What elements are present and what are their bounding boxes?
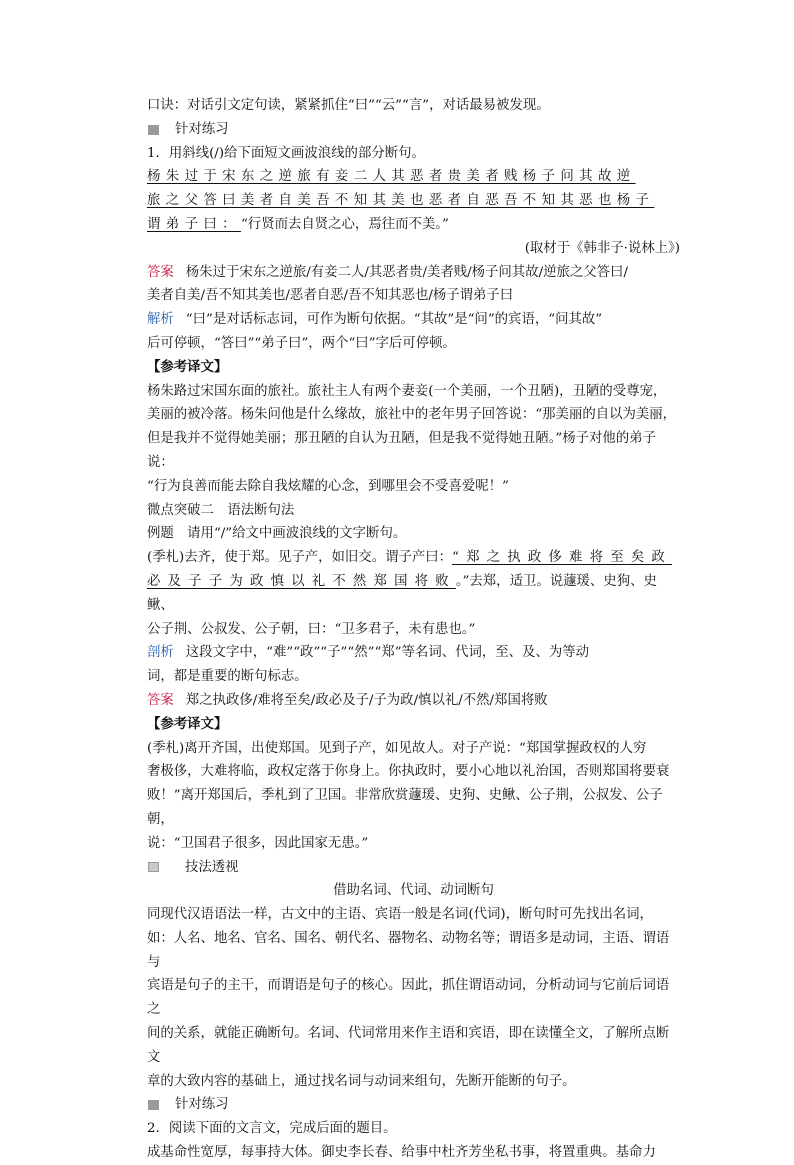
technique-line-5: 章的大致内容的基础上，通过找名词与动词来组句，先断开能断的句子。 (147, 1073, 576, 1089)
translation-1-line-3: 但是我并不觉得她美丽；那丑陋的自认为丑陋，但是我不觉得她丑陋。”杨子对他的弟子说： (147, 431, 656, 470)
translation-1-line-4: “行为良善而能去除自我炫耀的心念，到哪里会不受喜爱呢！” (147, 478, 509, 494)
micro-breakthrough-heading: 微点突破二 语法断句法 (147, 502, 295, 518)
reference-translation-heading-1: 【参考译文】 (147, 358, 228, 375)
technique-line-4: 间的关系，就能正确断句。名词、代词常用来作主语和宾语，即在读懂全文，了解所点断文 (147, 1026, 670, 1065)
answer-2: 答案 郑之执政侈/难将至矣/政必及子/子为政/慎以礼/不然/郑国将败 (147, 692, 548, 708)
translation-2-line-2: 奢极侈，大难将临，政权定落于你身上。你执政时，要小心地以礼治国，否则郑国将要衰 (147, 764, 670, 780)
technique-line-1: 同现代汉语语法一样，古文中的主语、宾语一般是名词(代词)，断句时可先找出名词， (147, 907, 653, 923)
analysis-label: 解析 (147, 312, 174, 328)
translation-1-line-1: 杨朱路过宋国东面的旅社。旅社主人有两个妻妾(一个美丽，一个丑陋)，丑陋的受尊宠， (147, 383, 667, 399)
question-1: 1．用斜线(/)给下面短文画波浪线的部分断句。 (147, 145, 425, 161)
square-bullet-icon (148, 125, 159, 135)
wavy-passage-line-1: 杨朱过于宋东之逆旅有妾二人其恶者贵美者贱杨子问其故逆 (147, 169, 636, 185)
technique-line-3: 宾语是句子的主干，而谓语是句子的核心。因此，抓住谓语动词，分析动词与它前后词语之 (147, 978, 670, 1018)
technique-line-2: 如：人名、地名、官名、国名、朝代名、器物名、动物名等；谓语多是动词，主语、谓语与 (147, 930, 670, 970)
wavy-example-line-1: “郑之执政侈难将至矣政 (452, 550, 672, 566)
question-2-passage-line-1: 成基命性宽厚，每事持大体。御史李长春、给事中杜齐芳坐私书事，将置重典。基命力 (147, 1145, 656, 1161)
square-bullet-icon (148, 1100, 159, 1110)
example-passage-line-3: 公子荆、公叔发、公子朝，曰：“卫多君子，未有患也。” (147, 621, 476, 637)
translation-2-line-4: 说：“卫国君子很多，因此国家无患。” (147, 835, 369, 851)
wavy-passage-line-3: 谓弟子曰： (147, 216, 241, 232)
example-question: 例题 请用“/”给文中画波浪线的文字断句。 (147, 526, 407, 542)
example-passage-line-1: (季札)去齐，使于郑。见子产，如旧交。谓子产曰：“郑之执政侈难将至矣政 (147, 550, 672, 566)
dissection-label: 剖析 (147, 645, 174, 661)
analysis-1-cont: 后可停顿，“答曰”“弟子曰”，两个“曰”字后可停顿。 (147, 335, 456, 351)
mnemonic-line: 口诀：对话引文定句读，紧紧抓住“曰”“云”“言”，对话最易被发现。 (147, 98, 550, 113)
answer-label: 答案 (147, 264, 174, 280)
section-heading-technique: 技法透视 (147, 856, 680, 880)
answer-label-2: 答案 (147, 692, 174, 708)
analysis-1: 解析 “曰”是对话标志词，可作为断句依据。“其故”是“问”的宾语，“问其故” (147, 312, 603, 328)
document-page (147, 94, 680, 1165)
example-passage-line-2: 必及子子为政慎以礼不然郑国将败。”去郑，适卫。说蘧瑗、史狗、史鳅、 (147, 573, 657, 613)
wavy-example-line-2: 必及子子为政慎以礼不然郑国将败 (147, 573, 456, 589)
answer-1: 答案 杨朱过于宋东之逆旅/有妾二人/其恶者贵/美者贱/杨子问其故/逆旅之父答曰/ (147, 264, 628, 280)
reference-translation-heading-2: 【参考译文】 (147, 715, 228, 732)
translation-1-line-2: 美丽的被冷落。杨朱问他是什么缘故，旅社中的老年男子回答说：“那美丽的自以为美丽， (147, 407, 677, 423)
technique-title: 借助名词、代词、动词断句 (333, 883, 494, 899)
translation-2-line-3: 败！”离开郑国后，季札到了卫国。非常欣赏蘧瑗、史狗、史鳅、公子荆，公叔发、公子朝， (147, 788, 663, 827)
wavy-passage-line-2: 旅之父答曰美者自美吾不知其美也恶者自恶吾不知其恶也杨子 (147, 193, 655, 209)
passage-line-3 (147, 213, 680, 237)
analysis-2-cont: 词，都是重要的断句标志。 (147, 669, 308, 685)
quote-text: “行贤而去自贤之心，焉往而不美。” (240, 216, 449, 232)
source-citation: (取材于《韩非子·说林上》) (524, 240, 680, 256)
section-heading-practice-2: 针对练习 (147, 1093, 680, 1117)
square-bullet-icon (148, 862, 159, 872)
translation-2-line-1: (季札)离开齐国，出使郑国。见到子产，如见故人。对子产说：“郑国掌握政权的人穷 (147, 740, 647, 756)
analysis-2: 剖析 这段文字中，“难”“政”“子”“然”“郑”等名词、代词，至、及、为等动 (147, 645, 590, 661)
question-2: 2．阅读下面的文言文，完成后面的题目。 (147, 1121, 397, 1137)
section-heading-practice: 针对练习 (147, 118, 680, 142)
answer-1-cont: 美者自美/吾不知其美也/恶者自恶/吾不知其恶也/杨子谓弟子曰 (147, 288, 514, 304)
